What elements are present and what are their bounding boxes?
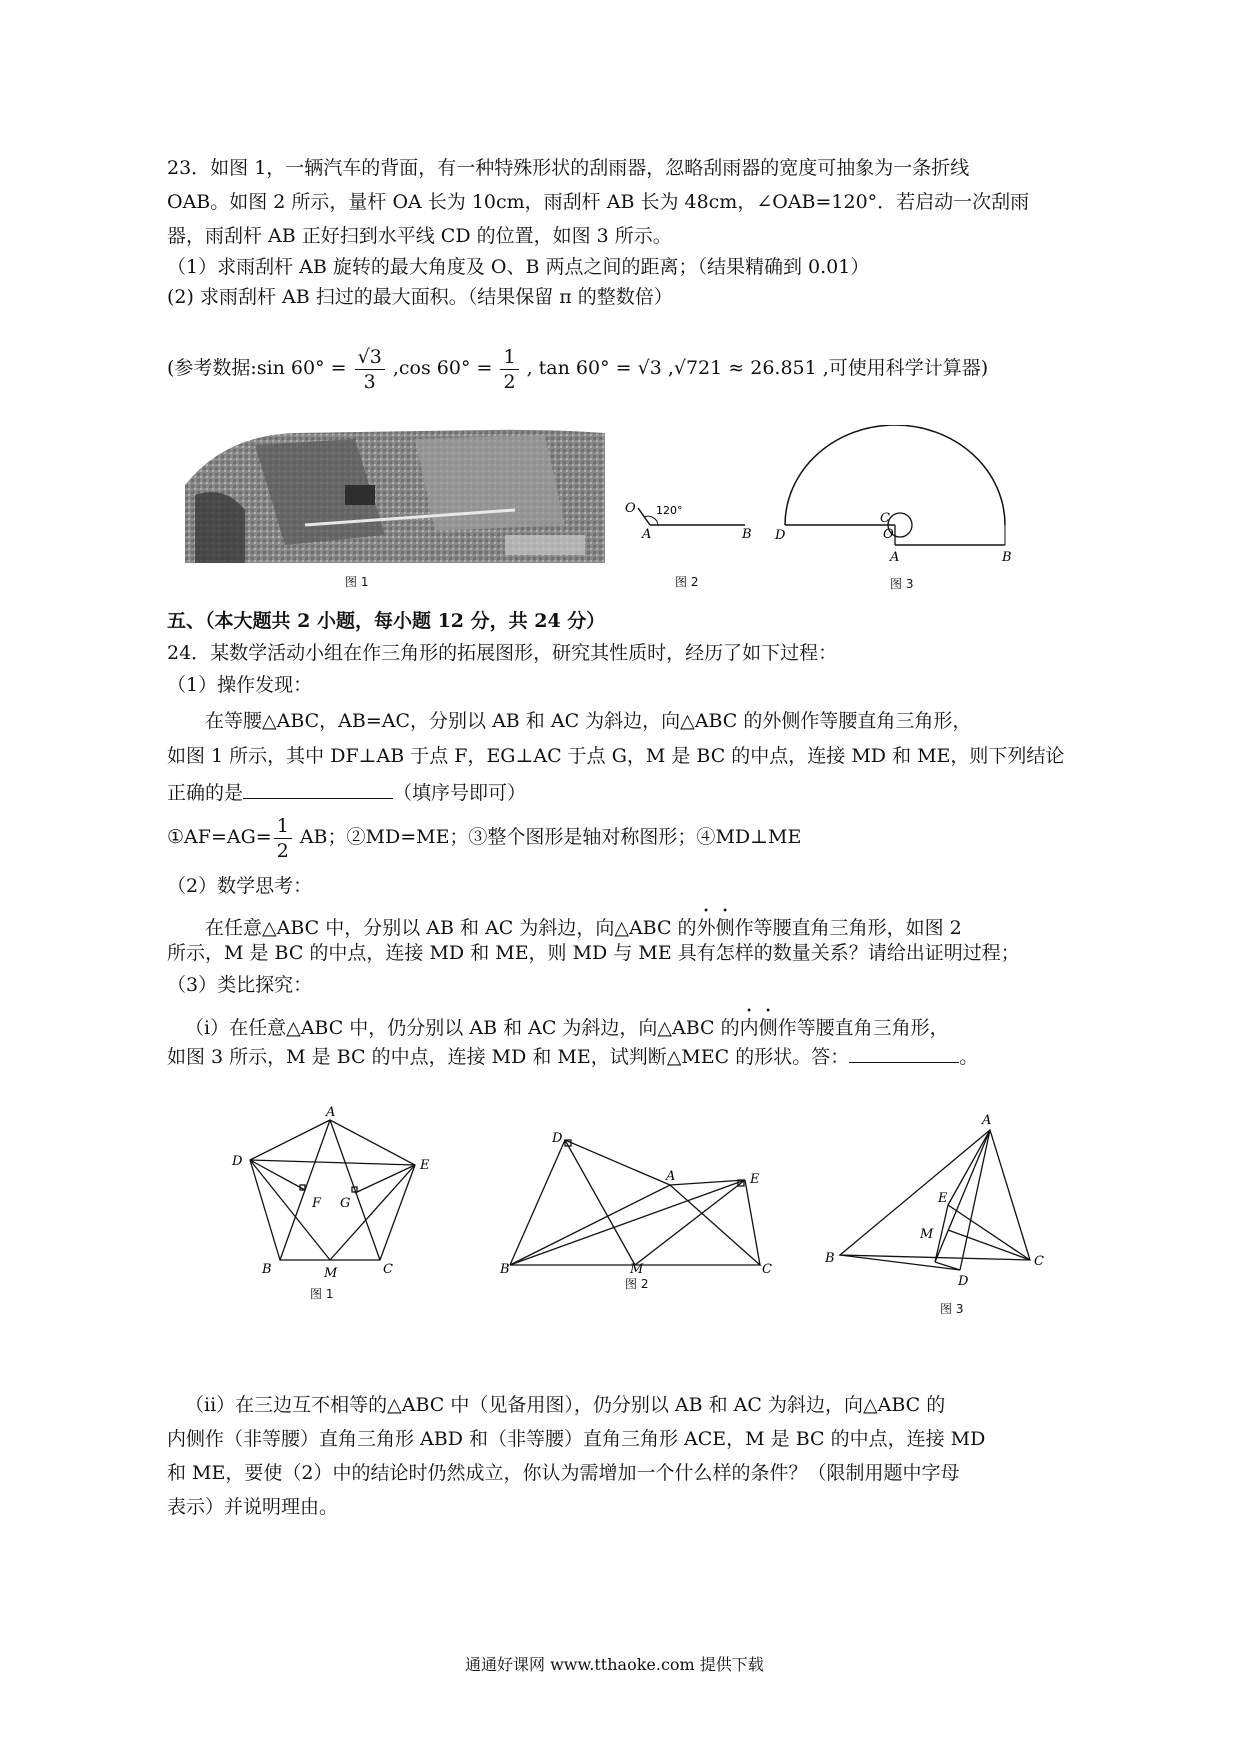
fraction-denominator: 2 (276, 839, 289, 862)
segment-bd (510, 1140, 565, 1265)
label-m: M (324, 1266, 338, 1280)
segment-dm (565, 1140, 635, 1265)
q24-part2-title: （2）数学思考： (167, 875, 313, 897)
label-d: D (958, 1274, 969, 1289)
label-c: C (762, 1262, 772, 1275)
part3i-text-c: 作等腰直角三角形， (777, 1017, 949, 1039)
q24-part1-title: （1）操作发现： (167, 674, 313, 696)
ref-tan: , tan 60° = √3 ,√721 ≈ 26.851 ,可使用科学计算器) (526, 357, 989, 379)
q24-part1-line3 (167, 778, 526, 806)
q23-line3: 器，雨刮杆 AB 正好扫到水平线 CD 的位置，如图 3 所示。 (167, 225, 672, 247)
q23-sub1: （1）求雨刮杆 AB 旋转的最大角度及 O、B 两点之间的距离；（结果精确到 0.01） (167, 256, 870, 278)
label-m: M (630, 1262, 644, 1275)
fraction-half (274, 814, 292, 863)
segment-ac (330, 1120, 380, 1260)
fraction-denominator: 3 (363, 370, 376, 393)
label-c: C (880, 511, 890, 526)
label-e: E (420, 1158, 430, 1173)
part3i-text-a: （i）在任意△ABC 中，仍分别以 AB 和 AC 为斜边，向△ABC 的 (185, 1017, 740, 1039)
label-d: D (775, 528, 786, 543)
label-f: F (312, 1196, 322, 1211)
fraction-numerator: 1 (274, 814, 292, 839)
car-photo-image (185, 425, 605, 565)
q23-reference-data (167, 338, 988, 398)
segment-em (635, 1180, 745, 1265)
answer-prompt: 正确的是 (167, 782, 244, 804)
fraction-sqrt3-over-3 (355, 345, 385, 394)
label-b: B (1002, 550, 1012, 565)
segment-em (330, 1165, 415, 1260)
label-d: D (552, 1131, 563, 1146)
wiper-sweep-diagram (770, 425, 1020, 570)
q24-part3i-line2 (167, 1042, 978, 1070)
label-a: A (326, 1105, 336, 1120)
q24-figure-1-caption: 图 1 (310, 1287, 334, 1301)
label-e: E (938, 1191, 948, 1206)
q24-part2-line1 (205, 906, 962, 941)
label-e: E (750, 1172, 760, 1187)
part3i-question: 如图 3 所示，M 是 BC 的中点，连接 MD 和 ME，试判断△MEC 的形状。答： (167, 1046, 850, 1068)
options-rest: AB；②MD=ME；③整个图形是轴对称图形；④MD⊥ME (293, 826, 802, 848)
q24-figure-2 (500, 1130, 780, 1295)
segment-ec (948, 1205, 1030, 1260)
option-1-prefix: ①AF=AG= (167, 826, 272, 848)
q23-line2: OAB。如图 2 所示，量杆 OA 长为 10cm，雨刮杆 AB 长为 48cm，∠OAB=120°．若启动一次刮雨 (167, 191, 1030, 213)
q24-figure-1 (220, 1105, 435, 1305)
segment-da (565, 1140, 670, 1185)
fraction-numerator: 1 (500, 345, 518, 370)
ref-cos: ,cos 60° = (392, 357, 493, 379)
figure-3-caption: 图 3 (890, 577, 914, 591)
q24-part3ii-line2: 内侧作（非等腰）直角三角形 ABD 和（非等腰）直角三角形 ACE，M 是 BC 的中点，连接 MD (167, 1428, 986, 1450)
label-a: A (982, 1113, 992, 1128)
q24-figure-2-caption: 图 2 (625, 1277, 649, 1291)
q24-part3ii-line4: 表示）并说明理由。 (167, 1496, 339, 1518)
figure-1-caption: 图 1 (345, 575, 369, 589)
label-a: A (666, 1169, 676, 1184)
q24-part3i-line1 (185, 1006, 949, 1041)
figure-2-caption: 图 2 (675, 575, 699, 589)
q24-part2-line2: 所示，M 是 BC 的中点，连接 MD 和 ME，则 MD 与 ME 具有怎样的数量关系？请给出证明过程； (167, 942, 1020, 964)
label-m: M (920, 1227, 934, 1242)
segment-me (935, 1205, 948, 1262)
fraction-denominator: 2 (503, 370, 516, 393)
q24-options (167, 810, 801, 864)
label-d: D (232, 1154, 243, 1169)
segment-ae (948, 1130, 990, 1205)
label-o: O (883, 527, 894, 542)
part2-text-c: 作等腰直角三角形，如图 2 (734, 917, 962, 939)
emphasis-outside: 外侧 (696, 917, 735, 939)
q24-part1-line1: 在等腰△ABC，AB=AC，分别以 AB 和 AC 为斜边，向△ABC 的外侧作等腰直角三角形， (205, 710, 972, 732)
label-o: O (625, 501, 636, 516)
q24-part3ii-line1: （ii）在三边互不相等的△ABC 中（见备用图），仍分别以 AB 和 AC 为斜边，向△ABC 的 (185, 1394, 946, 1416)
segment-aux (948, 1230, 1030, 1260)
pentagon-diagram (220, 1105, 435, 1280)
period: 。 (959, 1046, 979, 1068)
triangle-inner-diagram (820, 1110, 1050, 1290)
q23-figure-3 (770, 425, 1020, 595)
label-b: B (262, 1262, 272, 1277)
fraction-numerator: √3 (355, 345, 385, 370)
q24-part3-title: （3）类比探究： (167, 974, 313, 996)
ref-prefix: (参考数据:sin 60° = (167, 357, 347, 379)
answer-blank-1[interactable] (243, 778, 393, 799)
footer-text: 通通好课网 www.tthaoke.com 提供下载 (465, 1655, 764, 1674)
label-a: A (642, 527, 652, 540)
q24-figure-3 (820, 1110, 1050, 1320)
answer-blank-2[interactable] (849, 1042, 959, 1063)
label-b: B (742, 527, 752, 540)
section-heading: 五、（本大题共 2 小题，每小题 12 分，共 24 分） (167, 610, 606, 632)
q24-part1-line2: 如图 1 所示，其中 DF⊥AB 于点 F，EG⊥AC 于点 G，M 是 BC 的中点，连接 MD 和 ME，则下列结论 (167, 745, 1065, 767)
part2-text-a: 在任意△ABC 中，分别以 AB 和 AC 为斜边，向△ABC 的 (205, 917, 697, 939)
angle-label: 120° (656, 504, 683, 517)
label-b: B (825, 1251, 835, 1266)
wiper-diagram (620, 470, 760, 540)
label-g: G (340, 1196, 351, 1211)
q23-line1: 23．如图 1，一辆汽车的背面，有一种特殊形状的刮雨器，忽略刮雨器的宽度可抽象为一条折线 (167, 157, 970, 179)
answer-hint: （填序号即可） (393, 782, 527, 804)
q24-intro: 24．某数学活动小组在作三角形的拓展图形，研究其性质时，经历了如下过程： (167, 642, 838, 664)
segment-ec (745, 1180, 760, 1265)
q23-figure-1 (185, 425, 605, 590)
fraction-1-over-2 (500, 345, 518, 394)
segment-de (250, 1160, 415, 1165)
label-b: B (500, 1262, 510, 1275)
outer-arc (785, 425, 1005, 525)
label-c: C (383, 1262, 393, 1277)
q24-part3ii-line3: 和 ME，要使（2）中的结论时仍然成立，你认为需增加一个什么样的条件？（限制用题中字母 (167, 1462, 960, 1484)
q23-figure-2 (620, 470, 760, 590)
q24-figure-3-caption: 图 3 (940, 1302, 964, 1316)
label-a: A (890, 550, 900, 565)
emphasis-inside: 内侧 (739, 1017, 778, 1039)
triangle-outer-diagram (500, 1130, 780, 1275)
q23-sub2: (2) 求雨刮杆 AB 扫过的最大面积。（结果保留 π 的整数倍） (167, 286, 673, 308)
label-c: C (1034, 1254, 1044, 1269)
